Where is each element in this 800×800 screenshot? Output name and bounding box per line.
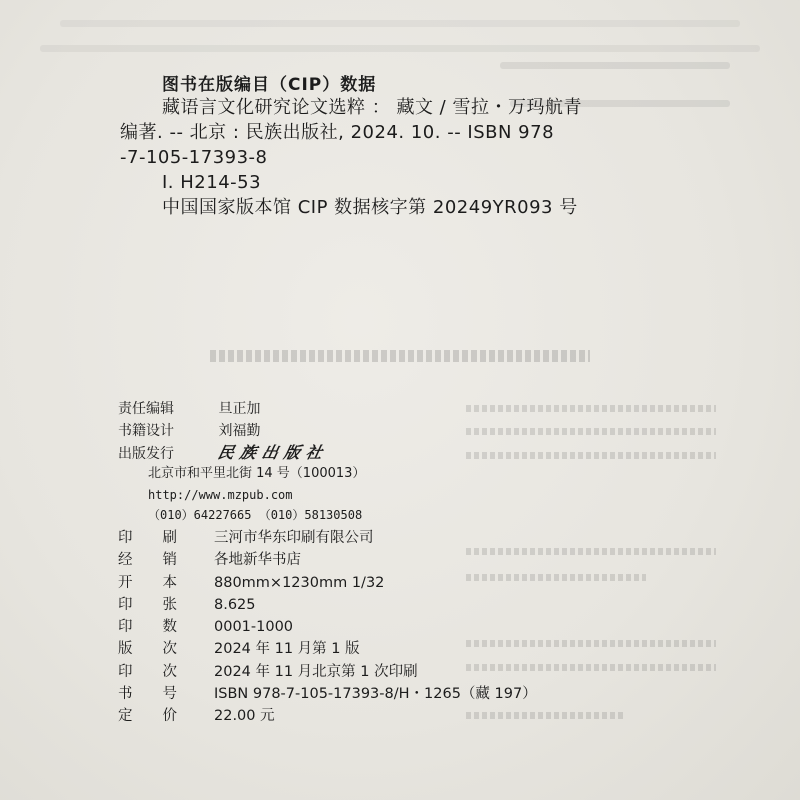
bleed-through-text <box>466 452 716 459</box>
spec-label: 经销 <box>118 552 207 569</box>
bleed-through-text <box>40 45 760 52</box>
spec-value: 2024 年 11 月北京第 1 次印刷 <box>214 663 418 680</box>
credit-row-editor <box>118 398 328 420</box>
credit-value: 旦正加 <box>218 401 261 417</box>
publisher-url: http://www.mzpub.com <box>148 487 293 502</box>
bleed-through-text <box>500 62 730 69</box>
spec-value: 8.625 <box>214 596 256 613</box>
bleed-through-text <box>466 405 716 412</box>
cip-line-publication: 编著. -- 北京 : 民族出版社, 2024. 10. -- ISBN 978 <box>120 122 555 143</box>
bleed-through-text <box>60 20 740 27</box>
publisher-address: 北京市和平里北街 14 号（100013） <box>148 466 366 481</box>
spec-row-sheets <box>118 594 537 616</box>
credit-label: 责任编辑 <box>118 401 174 417</box>
spec-row-impression <box>118 661 537 683</box>
spec-label: 印刷 <box>118 530 207 546</box>
spec-label: 印次 <box>118 663 207 680</box>
credit-label: 书籍设计 <box>118 423 174 439</box>
spec-value: 0001-1000 <box>214 619 294 636</box>
cip-line-isbn: -7-105-17393-8 <box>120 147 268 168</box>
credits-block <box>118 398 331 464</box>
spec-label: 开本 <box>118 574 207 591</box>
specs-block <box>118 527 537 728</box>
credit-value: 刘福勤 <box>218 423 261 439</box>
bleed-through-text <box>466 428 716 435</box>
spec-row-format <box>118 572 537 594</box>
spec-row-print-run <box>118 616 537 638</box>
spec-value: 2024 年 11 月第 1 版 <box>214 641 360 658</box>
cip-line-classification: Ⅰ. H214-53 <box>162 172 262 193</box>
spec-row-price <box>118 705 537 727</box>
spec-label: 版次 <box>118 641 207 658</box>
publisher-phones: （010）64227665 （010）58130508 <box>148 508 363 522</box>
spec-label: 书号 <box>118 686 207 703</box>
spec-value: 各地新华书店 <box>214 552 301 569</box>
spec-label: 定价 <box>118 708 207 725</box>
cip-line-record-number: 中国国家版本馆 CIP 数据核字第 20249YR093 号 <box>162 197 578 218</box>
cip-line-title: 藏语言文化研究论文选粹 ： 藏文 / 雪拉・万玛航青 <box>162 97 582 118</box>
bleed-through-tibetan-title <box>210 350 590 362</box>
spec-value: 22.00 元 <box>214 708 275 725</box>
spec-label: 印数 <box>118 619 207 636</box>
publisher-contact <box>148 464 365 526</box>
spec-row-edition <box>118 638 537 660</box>
spec-value: ISBN 978-7-105-17393-8/H・1265（藏 197） <box>214 686 537 703</box>
spec-label: 印张 <box>118 596 207 613</box>
cip-title: 图书在版编目（CIP）数据 <box>162 75 377 95</box>
spec-value: 三河市华东印刷有限公司 <box>214 530 374 546</box>
spec-row-isbn <box>118 683 537 705</box>
spec-value: 880mm×1230mm 1/32 <box>214 574 385 591</box>
credit-label: 出版发行 <box>118 446 174 462</box>
credit-row-designer <box>118 420 328 442</box>
cip-block <box>120 70 720 220</box>
spec-row-distributor <box>118 549 537 571</box>
credit-row-publisher <box>118 442 331 464</box>
spec-row-printer <box>118 527 537 549</box>
publisher-logo: 民族出版社 <box>216 443 331 462</box>
